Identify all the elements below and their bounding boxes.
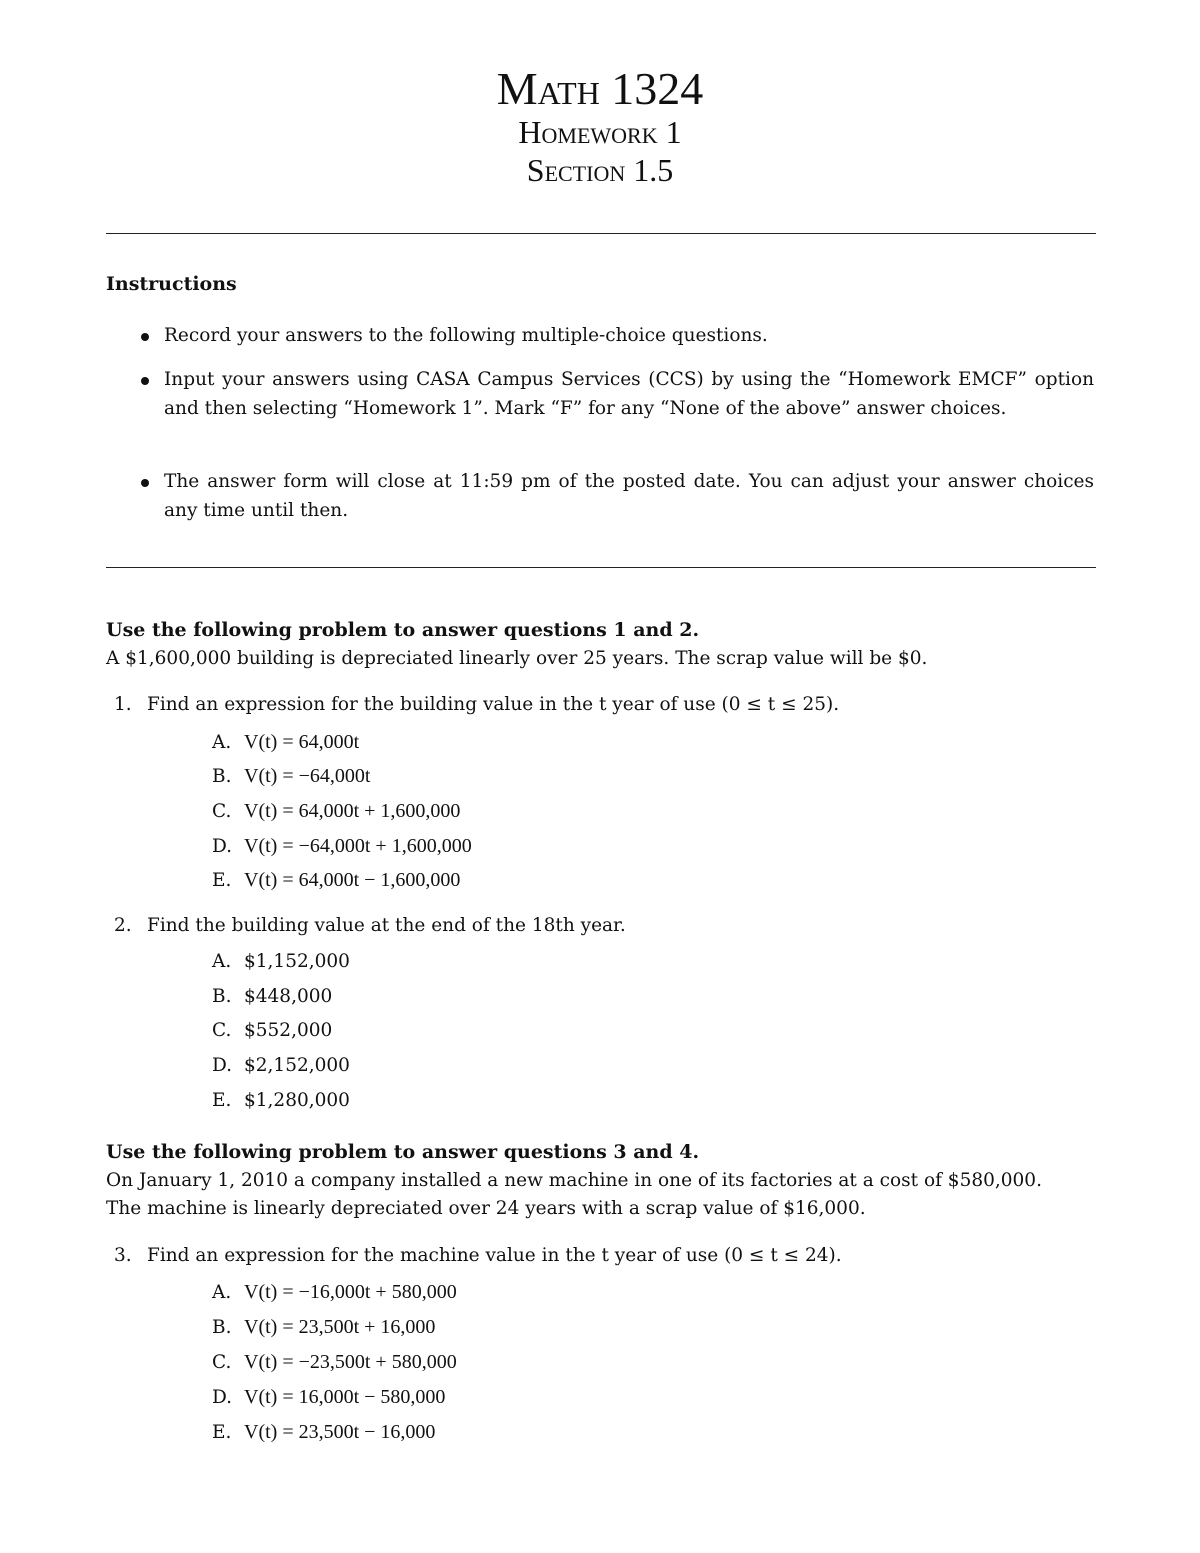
question-text: Find an expression for the machine value in the t year of use (0 ≤ t ≤ 24). [147,1245,842,1266]
option-letter: C. [212,1020,232,1041]
top-divider [106,233,1096,234]
option-text: V(t) = 16,000t − 580,000 [244,1386,446,1408]
bullet-icon [141,377,149,385]
bullet-icon [141,333,149,341]
option-letter: B. [212,986,232,1007]
option-text: V(t) = 23,500t − 16,000 [244,1421,436,1443]
option-letter: A. [212,951,232,972]
problem-text: A $1,600,000 building is depreciated linearly over 25 years. The scrap value will be $0. [106,648,928,669]
option-letter: A. [212,1282,232,1303]
option-text: $2,152,000 [244,1055,350,1076]
instruction-item: Input your answers using CASA Campus Services (CCS) by using the “Homework EMCF” option and then selecting “Homework 1”. Mark “F” for any “None of the above” answer choices. [164,369,1094,419]
option-letter: B. [212,766,232,787]
instruction-item: The answer form will close at 11:59 pm of the posted date. You can adjust your answer choices any time until then. [164,471,1094,521]
question-number: 2. [114,915,132,936]
page-title: Math 1324 [496,63,704,114]
option-text: V(t) = −64,000t [244,765,371,787]
option-letter: B. [212,1317,232,1338]
option-text: V(t) = −23,500t + 580,000 [244,1351,457,1373]
answer-option [212,1090,350,1111]
option-text: $552,000 [244,1020,333,1041]
option-letter: E. [212,870,232,891]
answer-option [212,835,472,858]
answer-option [212,1351,457,1374]
option-letter: D. [212,1055,233,1076]
middle-divider [106,567,1096,568]
question-text: Find the building value at the end of the 18th year. [147,915,626,936]
option-text: $1,152,000 [244,951,350,972]
answer-option [212,1421,435,1444]
answer-option [212,1055,350,1076]
option-text: V(t) = −64,000t + 1,600,000 [244,835,472,857]
option-letter: D. [212,836,233,857]
answer-option [212,1316,435,1339]
problem-heading: Use the following problem to answer questions 3 and 4. [106,1141,700,1163]
problem-text-line: On January 1, 2010 a company installed a new machine in one of its factories at a cost of $580,000. [106,1170,1042,1191]
answer-option [212,1281,457,1304]
option-letter: E. [212,1422,232,1443]
option-text: V(t) = 23,500t + 16,000 [244,1316,436,1338]
option-text: $1,280,000 [244,1090,350,1111]
option-text: V(t) = 64,000t [244,731,360,753]
problem-heading: Use the following problem to answer questions 1 and 2. [106,619,700,641]
bullet-icon [141,479,149,487]
question-number: 3. [114,1245,132,1266]
question-text: Find an expression for the building value in the t year of use (0 ≤ t ≤ 25). [147,694,840,715]
option-letter: C. [212,801,232,822]
instructions-heading: Instructions [106,273,237,295]
instruction-item: Record your answers to the following multiple-choice questions. [164,325,768,346]
answer-option [212,869,460,892]
option-text: V(t) = −16,000t + 580,000 [244,1281,457,1303]
answer-option [212,1020,332,1041]
answer-option [212,731,359,754]
section-subtitle: Section 1.5 [526,152,674,188]
option-letter: E. [212,1090,232,1111]
option-letter: A. [212,732,232,753]
homework-subtitle: Homework 1 [518,114,682,150]
problem-text-line: The machine is linearly depreciated over 24 years with a scrap value of $16,000. [106,1198,866,1219]
option-letter: C. [212,1352,232,1373]
answer-option [212,800,460,823]
question-number: 1. [114,694,132,715]
option-text: V(t) = 64,000t − 1,600,000 [244,869,461,891]
answer-option [212,1386,445,1409]
answer-option [212,986,332,1007]
answer-option [212,951,350,972]
option-text: $448,000 [244,986,333,1007]
answer-option [212,765,370,788]
option-letter: D. [212,1387,233,1408]
option-text: V(t) = 64,000t + 1,600,000 [244,800,461,822]
